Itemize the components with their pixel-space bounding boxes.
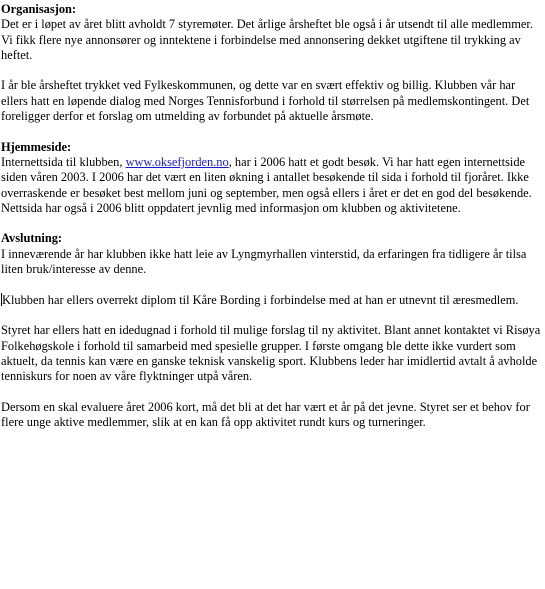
paragraph-arsheftet: I år ble årsheftet trykket ved Fylkeskommunen, og dette var en svært effektiv og billig. Klubben vår har ellers hatt en løpende dialog med Norges Tennisforbund i forhold til størrelsen på medlemskontingent. Det foreligger derfor et forslag om utmelding av forbundet på aktuelle årsmøte. (1, 78, 530, 124)
paragraph-styremoter: Det er i løpet av året blitt avholdt 7 styremøter. Det årlige årsheftet ble også i år utsendt til alle medlemmer. Vi fikk flere nye annonsører og inntektene i forbindelse med annonsering dekket utgiftene til trykking av heftet. (1, 17, 533, 62)
heading-organisasjon: Organisasjon: (1, 2, 77, 16)
internettsida-text-start: Internettsida til klubben, (1, 154, 126, 169)
paragraph-lyngmyrhallen: I inneværende år har klubben ikke hatt leie av Lyngmyrhallen vinterstid, da erfaringen fra tidligere år tilsa liten bruk/interesse av denne. (1, 246, 527, 277)
website-link[interactable]: www.oksefjorden.no (125, 154, 229, 169)
document-body (1, 2, 543, 430)
internettsida-text-end: , har i 2006 hatt et godt besøk. Vi har hatt egen internettside siden våren 2003. I 2006 har det vært en liten økning i antallet besøkende til sida i forhold til fjoråret. Ikke overraskende er besøket best mellom juni og september, men også ellers i året er det en god del besøkende. Nettsida har også i 2006 blitt oppdatert jevnlig med informasjon om klubben og aktivitetene. (1, 154, 532, 215)
heading-avslutning: Avslutning: (1, 231, 63, 246)
paragraph-evaluering: Dersom en skal evaluere året 2006 kort, må det bli at det har vært et år på det jevne. Styret ser et behov for flere unge aktive medlemmer, slik at en kan få opp aktivitet rundt kurs og turneringer. (1, 399, 530, 430)
paragraph-diplom[interactable] (1, 293, 543, 308)
diplom-text: Klubben har ellers overrekt diplom til Kåre Bording i forbindelse med at han er utnevnt til æresmedlem. (2, 292, 519, 307)
heading-hjemmeside: Hjemmeside: (1, 139, 72, 154)
paragraph-idedugnad: Styret har ellers hatt en idedugnad i forhold til mulige forslag til ny aktivitet. Blant annet kontaktet vi Risøya Folkehøgskole i forhold til samarbeid med spesielle grupper. I første omgang ble dette ikke vurdert som aktuelt, da tennis kan være en ganske teknisk vanskelig sport. Klubbens leder har imidlertid avtalt å avholde tenniskurs for noen av våre flyktninger utpå våren. (1, 323, 541, 384)
paragraph-internettsida (1, 155, 543, 216)
